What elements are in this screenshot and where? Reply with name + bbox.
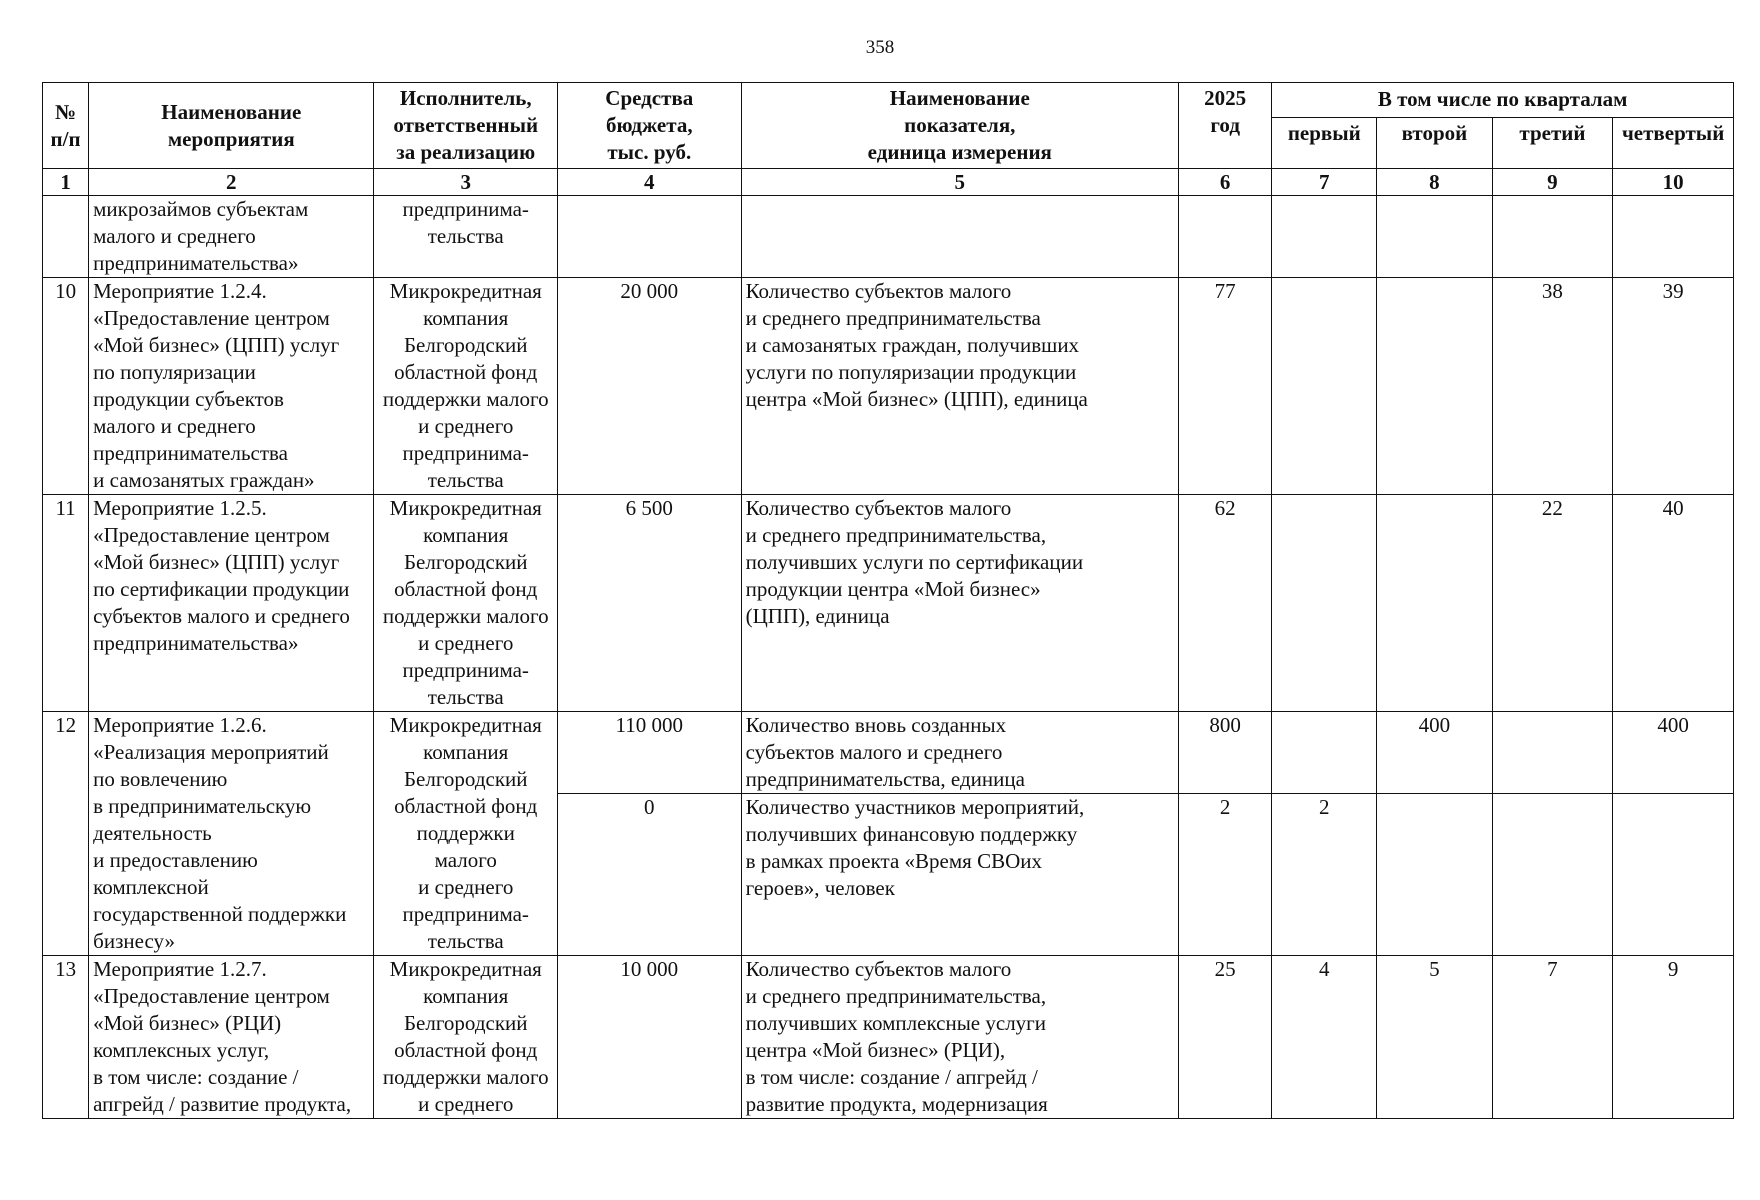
- row-number: 11: [43, 495, 89, 712]
- column-number: 6: [1179, 169, 1272, 196]
- indicator-cell: Количество субъектов малого и среднего предпринимательства, получивших комплексные услуги центра «Мой бизнес» (РЦИ), в том числе: создание / апгрейд / развитие продукта, модернизация: [741, 956, 1178, 1119]
- row-number: 12: [43, 712, 89, 956]
- column-number: 1: [43, 169, 89, 196]
- table-row: [43, 712, 1734, 794]
- event-name-cell: Мероприятие 1.2.4. «Предоставление центром «Мой бизнес» (ЦПП) услуг по популяризации продукции субъектов малого и среднего предпринимательства и самозанятых граждан»: [89, 278, 374, 495]
- header-event-name: Наименование мероприятия: [89, 83, 374, 169]
- executor-cell: Микрокредитная компания Белгородский областной фонд поддержки малого и среднего: [374, 956, 558, 1119]
- column-number: 4: [558, 169, 742, 196]
- header-q1: первый: [1272, 117, 1377, 168]
- executor-cell: Микрокредитная компания Белгородский областной фонд поддержки малого и среднего предпринима- тельства: [374, 495, 558, 712]
- budget-cell: 110 000: [558, 712, 742, 794]
- year-value-cell: 800: [1179, 712, 1272, 794]
- executor-cell: Микрокредитная компания Белгородский областной фонд поддержки малого и среднего предпринима- тельства: [374, 278, 558, 495]
- budget-cell: [558, 196, 742, 278]
- header-q4: четвертый: [1613, 117, 1734, 168]
- column-number: 7: [1272, 169, 1377, 196]
- page-number: 358: [865, 37, 895, 58]
- indicator-cell: Количество субъектов малого и среднего предпринимательства и самозанятых граждан, получивших услуги по популяризации продукции центра «Мой бизнес» (ЦПП), единица: [741, 278, 1178, 495]
- q4-value-cell: 400: [1613, 712, 1734, 794]
- table-row: [43, 495, 1734, 712]
- column-number: 2: [89, 169, 374, 196]
- column-numbers-row: [43, 169, 1734, 196]
- header-budget: Средства бюджета, тыс. руб.: [558, 83, 742, 169]
- q4-value-cell: [1613, 196, 1734, 278]
- indicator-cell: Количество участников мероприятий, получивших финансовую поддержку в рамках проекта «Время СВОих героев», человек: [741, 794, 1178, 956]
- year-value-cell: 2: [1179, 794, 1272, 956]
- q4-value-cell: 9: [1613, 956, 1734, 1119]
- q4-value-cell: [1613, 794, 1734, 956]
- column-number: 3: [374, 169, 558, 196]
- budget-cell: 0: [558, 794, 742, 956]
- header-num: № п/п: [43, 83, 89, 169]
- year-value-cell: [1179, 196, 1272, 278]
- q2-value-cell: [1377, 794, 1492, 956]
- event-name-cell: микрозаймов субъектам малого и среднего предпринимательства»: [89, 196, 374, 278]
- header-q3: третий: [1492, 117, 1613, 168]
- column-number: 10: [1613, 169, 1734, 196]
- q1-value-cell: [1272, 495, 1377, 712]
- q2-value-cell: [1377, 278, 1492, 495]
- event-name-cell: Мероприятие 1.2.5. «Предоставление центром «Мой бизнес» (ЦПП) услуг по сертификации продукции субъектов малого и среднего предпринимательства»: [89, 495, 374, 712]
- year-value-cell: 62: [1179, 495, 1272, 712]
- q2-value-cell: 5: [1377, 956, 1492, 1119]
- header-q2: второй: [1377, 117, 1492, 168]
- header-quarters-group: В том числе по кварталам: [1272, 83, 1734, 118]
- q3-value-cell: [1492, 794, 1613, 956]
- budget-cell: 20 000: [558, 278, 742, 495]
- q3-value-cell: [1492, 712, 1613, 794]
- header-indicator: Наименование показателя, единица измерения: [741, 83, 1178, 169]
- budget-cell: 6 500: [558, 495, 742, 712]
- budget-cell: 10 000: [558, 956, 742, 1119]
- executor-cell: предпринима- тельства: [374, 196, 558, 278]
- year-value-cell: 25: [1179, 956, 1272, 1119]
- plan-table: [42, 82, 1734, 1119]
- indicator-cell: Количество вновь созданных субъектов малого и среднего предпринимательства, единица: [741, 712, 1178, 794]
- row-number: [43, 196, 89, 278]
- q2-value-cell: [1377, 495, 1492, 712]
- year-value-cell: 77: [1179, 278, 1272, 495]
- event-name-cell: Мероприятие 1.2.7. «Предоставление центром «Мой бизнес» (РЦИ) комплексных услуг, в том числе: создание / апгрейд / развитие продукта,: [89, 956, 374, 1119]
- header-year: 2025 год: [1179, 83, 1272, 169]
- table-row: [43, 278, 1734, 495]
- q2-value-cell: [1377, 196, 1492, 278]
- column-number: 5: [741, 169, 1178, 196]
- table-row: [43, 196, 1734, 278]
- header-executor: Исполнитель, ответственный за реализацию: [374, 83, 558, 169]
- indicator-cell: [741, 196, 1178, 278]
- q1-value-cell: 4: [1272, 956, 1377, 1119]
- column-number: 9: [1492, 169, 1613, 196]
- q3-value-cell: [1492, 196, 1613, 278]
- executor-cell: Микрокредитная компания Белгородский областной фонд поддержки малого и среднего предпринима- тельства: [374, 712, 558, 956]
- q1-value-cell: 2: [1272, 794, 1377, 956]
- q4-value-cell: 40: [1613, 495, 1734, 712]
- indicator-cell: Количество субъектов малого и среднего предпринимательства, получивших услуги по сертификации продукции центра «Мой бизнес» (ЦПП), единица: [741, 495, 1178, 712]
- column-number: 8: [1377, 169, 1492, 196]
- table-row: [43, 956, 1734, 1119]
- q3-value-cell: 22: [1492, 495, 1613, 712]
- q3-value-cell: 38: [1492, 278, 1613, 495]
- q3-value-cell: 7: [1492, 956, 1613, 1119]
- q2-value-cell: 400: [1377, 712, 1492, 794]
- q1-value-cell: [1272, 712, 1377, 794]
- row-number: 10: [43, 278, 89, 495]
- q1-value-cell: [1272, 196, 1377, 278]
- q1-value-cell: [1272, 278, 1377, 495]
- event-name-cell: Мероприятие 1.2.6. «Реализация мероприятий по вовлечению в предпринимательскую деятельность и предоставлению комплексной государственной поддержки бизнесу»: [89, 712, 374, 956]
- row-number: 13: [43, 956, 89, 1119]
- header-row-1: [43, 83, 1734, 118]
- q4-value-cell: 39: [1613, 278, 1734, 495]
